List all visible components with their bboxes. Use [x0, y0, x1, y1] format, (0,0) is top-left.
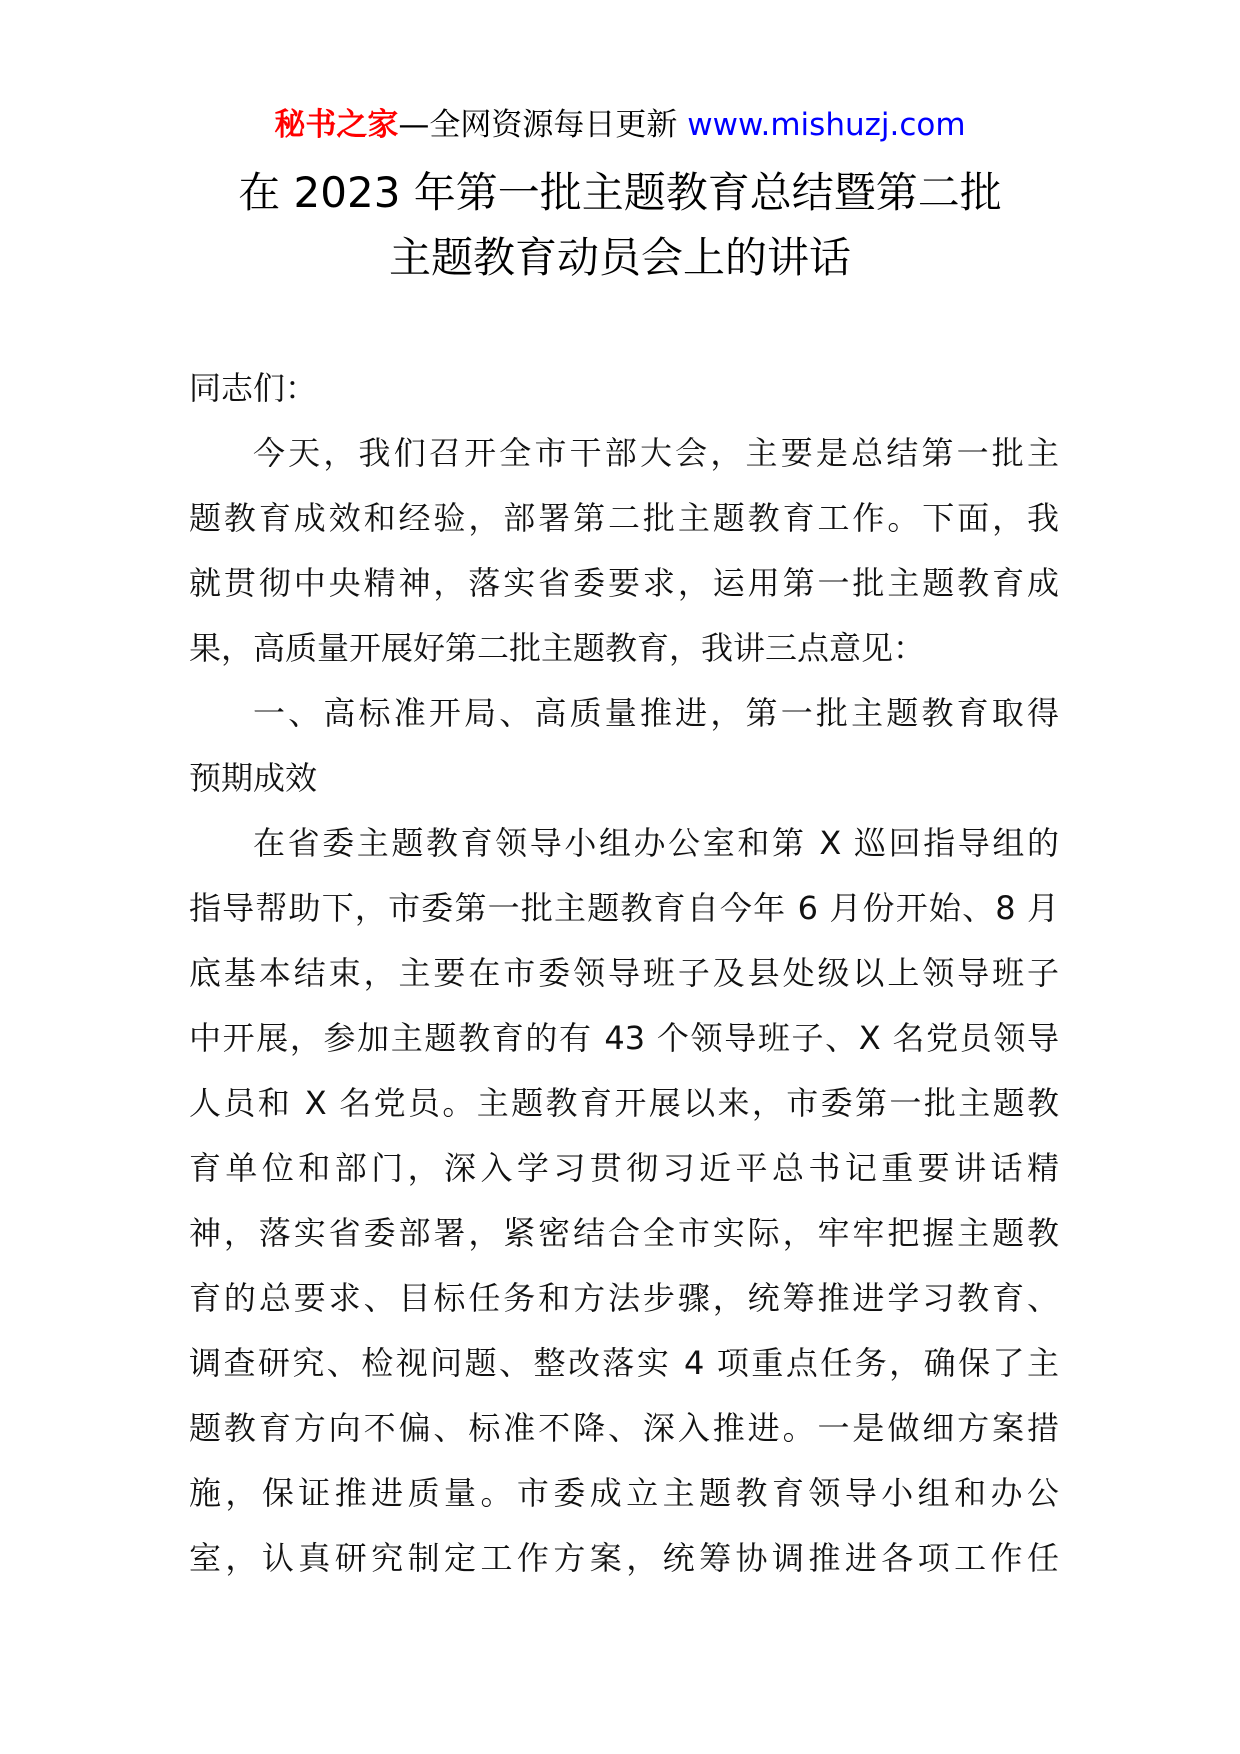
paragraph-line: 神，落实省委部署，紧密结合全市实际，牢牢把握主题教	[189, 1214, 1059, 1252]
paragraph-line: 育的总要求、目标任务和方法步骤，统筹推进学习教育、	[189, 1279, 1059, 1317]
paragraph-line: 人员和 X 名党员。主题教育开展以来，市委第一批主题教	[189, 1084, 1059, 1122]
paragraph-line: 室，认真研究制定工作方案，统筹协调推进各项工作任	[189, 1539, 1059, 1577]
paragraph-line: 中开展，参加主题教育的有 43 个领导班子、X 名党员领导	[189, 1019, 1059, 1057]
document-body	[189, 356, 1059, 1591]
section-1-paragraph	[189, 811, 1059, 1591]
section-heading-1	[189, 681, 1059, 811]
intro-paragraph	[189, 421, 1059, 681]
paragraph-line: 底基本结束，主要在市委领导班子及县处级以上领导班子	[189, 954, 1059, 992]
paragraph-line: 调查研究、检视问题、整改落实 4 项重点任务，确保了主	[189, 1344, 1059, 1382]
document-title	[150, 160, 1090, 290]
brand-name: 秘书之家	[274, 107, 399, 143]
paragraph-line: 育单位和部门，深入学习贯彻习近平总书记重要讲话精	[189, 1149, 1059, 1187]
greeting: 同志们：	[189, 369, 318, 407]
heading-line: 一、高标准开局、高质量推进，第一批主题教育取得	[253, 694, 1059, 732]
paragraph-line: 就贯彻中央精神，落实省委要求，运用第一批主题教育成	[189, 564, 1059, 602]
banner-tagline: —全网资源每日更新	[398, 107, 678, 143]
paragraph-line: 果，高质量开展好第二批主题教育，我讲三点意见：	[189, 629, 926, 667]
paragraph-line: 今天，我们召开全市干部大会，主要是总结第一批主	[253, 434, 1059, 472]
heading-line: 预期成效	[189, 759, 318, 797]
title-line-1: 在 2023 年第一批主题教育总结暨第二批	[238, 168, 1002, 217]
paragraph-line: 在省委主题教育领导小组办公室和第 X 巡回指导组的	[253, 824, 1059, 862]
paragraph-line: 施，保证推进质量。市委成立主题教育领导小组和办公	[189, 1474, 1059, 1512]
site-url-link[interactable]: www.mishuzj.com	[687, 107, 966, 143]
title-line-2: 主题教育动员会上的讲话	[388, 233, 851, 282]
paragraph-line: 题教育成效和经验，部署第二批主题教育工作。下面，我	[189, 499, 1059, 537]
paragraph-line: 指导帮助下，市委第一批主题教育自今年 6 月份开始、8 月	[189, 889, 1059, 927]
paragraph-line: 题教育方向不偏、标准不降、深入推进。一是做细方案措	[189, 1409, 1059, 1447]
site-banner	[0, 100, 1240, 150]
